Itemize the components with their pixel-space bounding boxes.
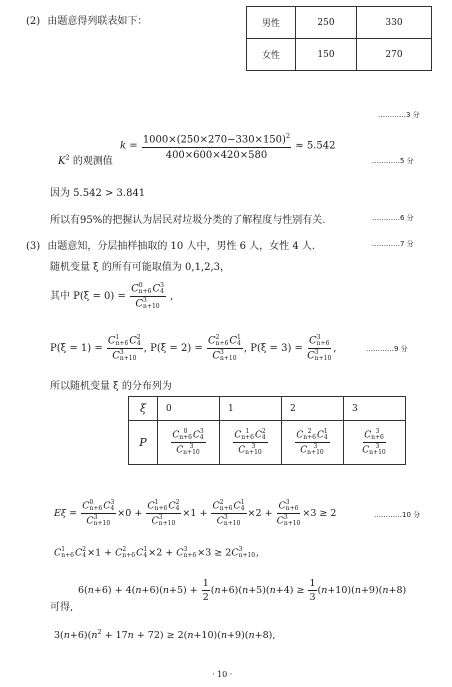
cubic-inequality: $3(n+6)(n^2 + 17n + 72) \ge 2(n+10)(n+9)(n+8)$, [54,628,276,642]
table-cell: ξ [129,397,158,421]
score-3: …………3 分 [378,111,420,119]
table-cell: C 1 n+6 C 2 4 C 3 n+10 [220,421,282,465]
table-cell: 2 [282,397,344,421]
table-cell: 3 [344,397,406,421]
table-cell: 270 [357,39,432,71]
table-row [247,7,432,39]
p123-line: P(ξ = 1) = C 1 n+6 C 2 4 C 3 n+10 , P(ξ = 2) = C 2 n+6 C 1 4 C 3 n+10 , P(ξ = 3) = C 3 n+6 C 3 n+10 , [50,334,337,362]
table-cell: 0 [158,397,220,421]
comb-inequality: C 1 n+6 C 2 4 ×1 + C 2 n+6 C 1 4 ×2 + C 3 n+6 ×3 ≥ 2C 3 n+10 , [54,546,260,559]
expectation-line: Eξ = C 0 n+6 C 3 4 C 3 n+10 ×0 + C 1 n+6 C 2 4 C 3 n+10 ×1 + C 2 n+6 C 1 4 C 3 n+10 ×2 + C 3 n+6 C 3 n+10 ×3 ≥ 2 [54,499,337,527]
table-cell: 330 [357,7,432,39]
k2-label: $K^2$ 的观测值 [58,153,113,167]
table-cell: 1 [220,397,282,421]
table-row [247,39,432,71]
because-line: 因为 5.542 > 3.841 [50,188,146,199]
page-number: · 10 · [212,670,233,679]
table-row [129,421,406,465]
table-cell: C 3 n+6 C 3 n+10 [344,421,406,465]
part3-intro: (3) 由题意知，分层抽样抽取的 10 人中，男性 6 人，女性 4 人. [26,241,316,252]
score-5: …………5 分 [372,157,414,165]
table-cell: P [129,421,158,465]
table-cell: 男性 [247,7,296,39]
p0-line: 其中 P(ξ = 0) = C 0 n+6 C 3 4 C 3 n+10 , [50,282,174,310]
score-10: …………10 分 [374,511,421,519]
table-cell: 250 [296,7,357,39]
conclusion-line: 所以有95%的把握认为居民对垃圾分类的了解程度与性别有关. [50,215,326,226]
score-9: …………9 分 [366,345,408,353]
contingency-table [246,6,432,71]
keyi-label: 可得, [50,602,74,613]
table-cell: 150 [296,39,357,71]
score-6: …………6 分 [372,214,414,222]
table-cell: C 2 n+6 C 1 4 C 3 n+10 [282,421,344,465]
table-row [129,397,406,421]
values-line: 随机变量 ξ 的所有可能取值为 0,1,2,3， [50,262,231,273]
poly-inequality: 6(n+6) + 4(n+6)(n+5) + $\frac{1}{2}$ (n+6)(n+5)(n+4) ≥ $\frac{1}{3}$ (n+10)(n+9)(n+8) [78,578,407,603]
dist-caption: 所以随机变量 ξ 的分布列为 [50,381,172,392]
k-formula: k = $\frac{1000\times(250\times 270-330\times 150)^2}{400\times 600\times 420\times 580}$ ≈ 5.542 [120,132,336,162]
table-cell: C 0 n+6 C 3 4 C 3 n+10 [158,421,220,465]
score-7: …………7 分 [372,240,414,248]
distribution-table [128,396,406,465]
table-cell: 女性 [247,39,296,71]
part2-header: (2) 由题意得列联表如下： [26,16,148,27]
